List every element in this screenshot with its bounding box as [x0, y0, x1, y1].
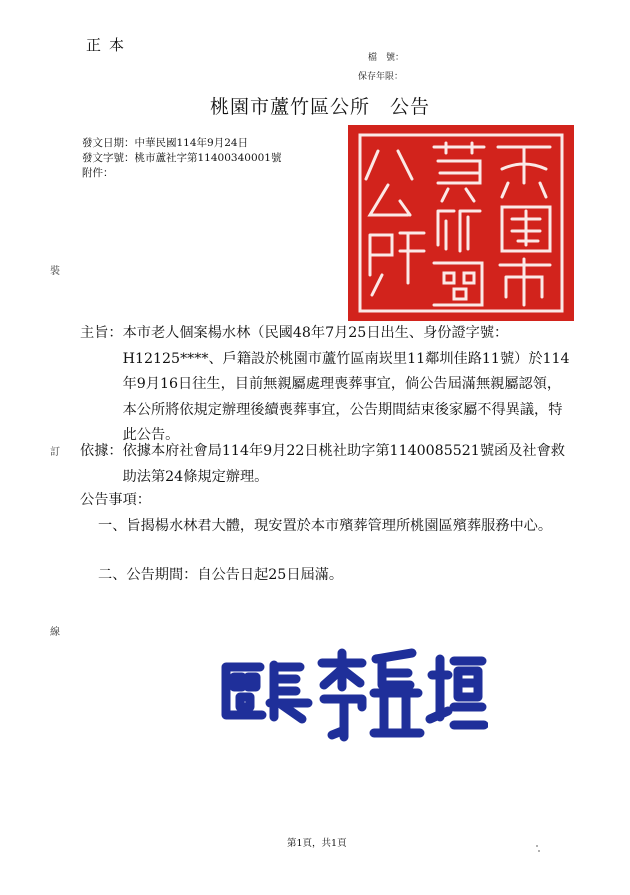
binding-mark-1: 裝 — [50, 266, 60, 277]
binding-mark-3: 線 — [50, 627, 60, 638]
scan-speck — [538, 850, 540, 852]
announcement-item — [98, 563, 568, 589]
seal-glyphs-icon — [348, 125, 574, 321]
subject-section — [80, 321, 570, 449]
file-number-label: 檔 號： — [368, 53, 405, 63]
item-number: 一、 — [98, 518, 127, 534]
page-footer: 第1頁，共1頁 — [287, 838, 347, 849]
director-signature — [218, 645, 488, 749]
item-number: 二、 — [98, 567, 127, 583]
item-text: 旨揭楊水林君大體，現安置於本市殯葬管理所桃園區殯葬服務中心。 — [126, 518, 553, 534]
item-text: 公告期間：自公告日起25日屆滿。 — [126, 567, 344, 583]
document-title: 桃園市蘆竹區公所 公告 — [210, 96, 431, 118]
original-copy-label: 正本 — [86, 36, 133, 54]
binding-mark-2: 訂 — [50, 447, 60, 458]
retention-period-label: 保存年限： — [358, 72, 404, 82]
issue-number: 發文字號：桃市蘆社字第11400340001號 — [82, 152, 282, 164]
basis-text: 依據本府社會局114年9月22日桃社助字第1140085521號函及社會救助法第24條規定辦理。 — [122, 443, 565, 485]
subject-label: 主旨： — [80, 325, 123, 341]
scan-speck — [536, 845, 538, 847]
basis-label: 依據： — [80, 443, 123, 459]
attachment-label: 附件： — [82, 167, 114, 179]
announcement-items-label: 公告事項： — [80, 492, 151, 508]
basis-section — [80, 439, 570, 490]
signature-icon — [218, 645, 488, 745]
issue-date: 發文日期：中華民國114年9月24日 — [82, 137, 249, 149]
subject-text: 本市老人個案楊水林（民國48年7月25日出生、身份證字號：H12125****、戶籍設於桃園市蘆竹區南崁里11鄰圳佳路11號）於114年9月16日往生，目前無親屬處理喪葬事宜，倘公告屆滿無親屬認領，本公所將依規定辦理後續喪葬事宜，公告期間結束後家屬不得異議，特此公告。 — [122, 325, 570, 443]
official-seal — [348, 125, 574, 321]
announcement-item — [98, 514, 568, 540]
